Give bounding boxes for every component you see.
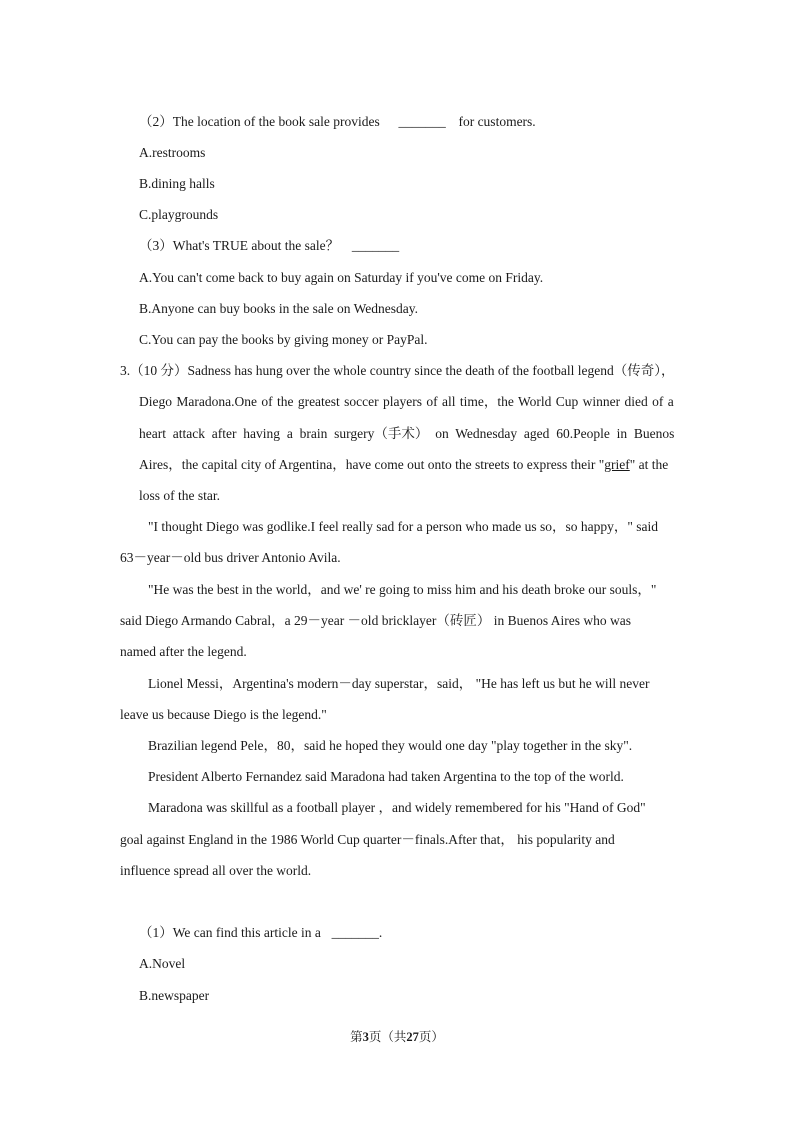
paragraph-line: Brazilian legend Pele，80，said he hoped they would one day "play together in the sky". xyxy=(148,738,633,753)
paragraph-line: 63－year－old bus driver Antonio Avila. xyxy=(120,550,341,565)
answer-blank: _______ xyxy=(398,114,446,129)
passage-text: Aires，the capital city of Argentina，have come out onto the streets to express their " xyxy=(139,457,605,472)
passage-line xyxy=(139,457,668,473)
footer-text: 页） xyxy=(418,1030,444,1044)
underlined-word: grief xyxy=(604,457,630,472)
option-a: A.Novel xyxy=(139,956,186,971)
stem-text: （2）The location of the book sale provides xyxy=(139,114,380,129)
answer-blank: _______. xyxy=(331,925,383,940)
page-number: 3 xyxy=(362,1030,369,1044)
paragraph-line: Lionel Messi，Argentina's modern－day superstar，said， "He has left us but he will never xyxy=(148,676,650,691)
paragraph-line: Maradona was skillful as a football player ，and widely remembered for his "Hand of God" xyxy=(148,800,646,815)
page-footer xyxy=(0,1027,794,1045)
option-b: B.dining halls xyxy=(139,176,215,191)
total-pages: 27 xyxy=(406,1030,419,1044)
paragraph-line: said Diego Armando Cabral，a 29－year －old bricklayer（砖匠） in Buenos Aires who was xyxy=(120,613,632,628)
passage-line: loss of the star. xyxy=(139,488,220,503)
question-3-head: 3.（10 分）Sadness has hung over the whole country since the death of the football legend（传奇）， xyxy=(120,363,675,378)
stem-text: （1）We can find this article in a xyxy=(139,925,321,940)
paragraph-line: "He was the best in the world，and we' re going to miss him and his death broke our souls，" xyxy=(148,582,657,597)
passage-line: heart attack after having a brain surgery（手术） on Wednesday aged 60.People in Buenos xyxy=(139,426,675,441)
paragraph-line: President Alberto Fernandez said Maradona had taken Argentina to the top of the world. xyxy=(148,769,624,784)
option-b: B.newspaper xyxy=(139,988,210,1003)
option-c: C.You can pay the books by giving money or PayPal. xyxy=(139,332,428,347)
passage-line: Diego Maradona.One of the greatest soccer players of all time，the World Cup winner died of a xyxy=(139,394,674,409)
stem-tail: for customers. xyxy=(458,114,536,129)
option-c: C.playgrounds xyxy=(139,207,219,222)
answer-blank: _______ xyxy=(351,238,400,253)
paragraph-line: named after the legend. xyxy=(120,644,247,659)
paragraph-line: influence spread all over the world. xyxy=(120,863,312,878)
passage-text: " at the xyxy=(629,457,669,472)
paragraph-line: leave us because Diego is the legend." xyxy=(120,707,327,722)
question-2-3-stem xyxy=(139,238,399,254)
question-3-1-stem xyxy=(139,925,382,941)
option-a: A.You can't come back to buy again on Saturday if you've come on Friday. xyxy=(139,270,544,285)
question-2-2-stem xyxy=(139,114,536,130)
footer-text: 第 xyxy=(350,1030,363,1044)
paragraph-line: "I thought Diego was godlike.I feel really sad for a person who made us so，so happy，" said xyxy=(148,519,659,534)
paragraph-line: goal against England in the 1986 World Cup quarter－finals.After that， his popularity and xyxy=(120,832,615,847)
stem-text: （3）What's TRUE about the sale？ xyxy=(139,238,340,253)
option-a: A.restrooms xyxy=(139,145,206,160)
footer-text: 页（共 xyxy=(368,1030,407,1044)
option-b: B.Anyone can buy books in the sale on Wednesday. xyxy=(139,301,418,316)
